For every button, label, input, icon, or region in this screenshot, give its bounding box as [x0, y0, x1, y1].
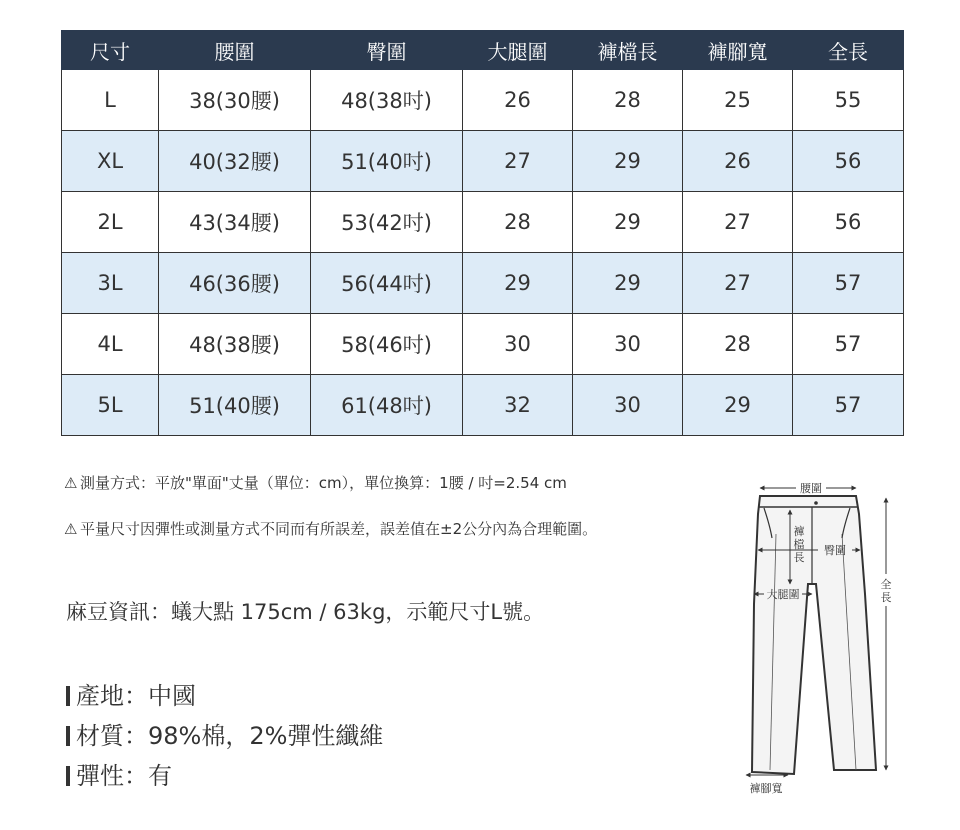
- model-info: 麻豆資訊：蟻大點 175cm / 63kg，示範尺寸L號。: [66, 600, 545, 624]
- table-cell: L: [62, 70, 159, 131]
- table-cell: 3L: [62, 253, 159, 314]
- pants-measurement-diagram: [730, 474, 900, 800]
- table-cell: 29: [573, 253, 683, 314]
- table-cell: 55: [793, 70, 904, 131]
- header-hem: 褲腳寬: [683, 31, 793, 70]
- table-cell: 4L: [62, 314, 159, 375]
- table-cell: 26: [463, 70, 573, 131]
- table-row: [62, 131, 904, 192]
- bullet-bar-icon: [66, 686, 70, 706]
- bullet-bar-icon: [66, 726, 70, 746]
- warning-icon: ⚠: [64, 520, 78, 538]
- table-cell: 56(44吋): [311, 253, 463, 314]
- table-cell: 25: [683, 70, 793, 131]
- table-cell: 51(40腰): [159, 375, 311, 436]
- table-cell: 27: [683, 253, 793, 314]
- table-cell: 26: [683, 131, 793, 192]
- table-cell: XL: [62, 131, 159, 192]
- rise-label-char: 檔: [793, 538, 805, 551]
- warning-icon: ⚠: [64, 474, 78, 492]
- hip-label: 臀圍: [824, 544, 846, 557]
- table-cell: 30: [573, 375, 683, 436]
- length-dimension: [881, 498, 892, 770]
- table-cell: 56: [793, 131, 904, 192]
- table-cell: 48(38腰): [159, 314, 311, 375]
- length-label-char: 全: [880, 578, 892, 591]
- table-row: [62, 314, 904, 375]
- hem-dimension: [746, 775, 788, 795]
- spec-elasticity: [66, 756, 172, 791]
- header-hip: 臀圍: [311, 31, 463, 70]
- table-cell: 38(30腰): [159, 70, 311, 131]
- spec-origin: [66, 676, 196, 711]
- pants-outline: [752, 496, 876, 774]
- spec-origin-text: 產地：中國: [76, 682, 196, 710]
- table-cell: 48(38吋): [311, 70, 463, 131]
- table-cell: 29: [573, 192, 683, 253]
- table-cell: 2L: [62, 192, 159, 253]
- table-row: [62, 375, 904, 436]
- rise-label-char: 褲: [793, 525, 805, 538]
- table-row: [62, 192, 904, 253]
- header-size: 尺寸: [62, 31, 159, 70]
- waist-dimension: [760, 482, 856, 495]
- header-rise: 褲檔長: [573, 31, 683, 70]
- rise-label-char: 長: [793, 551, 805, 564]
- table-cell: 46(36腰): [159, 253, 311, 314]
- table-cell: 43(34腰): [159, 192, 311, 253]
- table-cell: 56: [793, 192, 904, 253]
- table-cell: 29: [463, 253, 573, 314]
- table-cell: 5L: [62, 375, 159, 436]
- table-cell: 57: [793, 253, 904, 314]
- table-cell: 27: [683, 192, 793, 253]
- header-thigh: 大腿圍: [463, 31, 573, 70]
- table-cell: 29: [683, 375, 793, 436]
- table-cell: 51(40吋): [311, 131, 463, 192]
- table-row: [62, 70, 904, 131]
- waist-label: 腰圍: [800, 482, 822, 495]
- measure-note: [64, 472, 567, 493]
- table-cell: 27: [463, 131, 573, 192]
- table-cell: 40(32腰): [159, 131, 311, 192]
- table-cell: 57: [793, 314, 904, 375]
- table-header-row: [62, 31, 904, 70]
- table-cell: 28: [573, 70, 683, 131]
- header-length: 全長: [793, 31, 904, 70]
- spec-elasticity-text: 彈性：有: [76, 762, 172, 790]
- table-cell: 32: [463, 375, 573, 436]
- table-cell: 53(42吋): [311, 192, 463, 253]
- tolerance-note-text: 平量尺寸因彈性或測量方式不同而有所誤差，誤差值在±2公分內為合理範圍。: [80, 520, 598, 538]
- table-cell: 30: [463, 314, 573, 375]
- table-cell: 57: [793, 375, 904, 436]
- thigh-label: 大腿圍: [766, 588, 800, 601]
- tolerance-note: [64, 518, 597, 539]
- length-label-char: 長: [880, 591, 892, 604]
- bullet-bar-icon: [66, 766, 70, 786]
- spec-material: [66, 716, 383, 751]
- measure-note-text: 測量方式：平放"單面"丈量（單位：cm），單位換算：1腰 / 吋=2.54 cm: [80, 474, 567, 492]
- table-cell: 28: [683, 314, 793, 375]
- size-table: [61, 30, 904, 436]
- table-cell: 58(46吋): [311, 314, 463, 375]
- table-cell: 29: [573, 131, 683, 192]
- table-cell: 61(48吋): [311, 375, 463, 436]
- table-row: [62, 253, 904, 314]
- header-waist: 腰圍: [159, 31, 311, 70]
- hem-label: 褲腳寬: [749, 782, 783, 795]
- table-cell: 30: [573, 314, 683, 375]
- spec-material-text: 材質：98%棉，2%彈性纖維: [76, 722, 384, 750]
- table-cell: 28: [463, 192, 573, 253]
